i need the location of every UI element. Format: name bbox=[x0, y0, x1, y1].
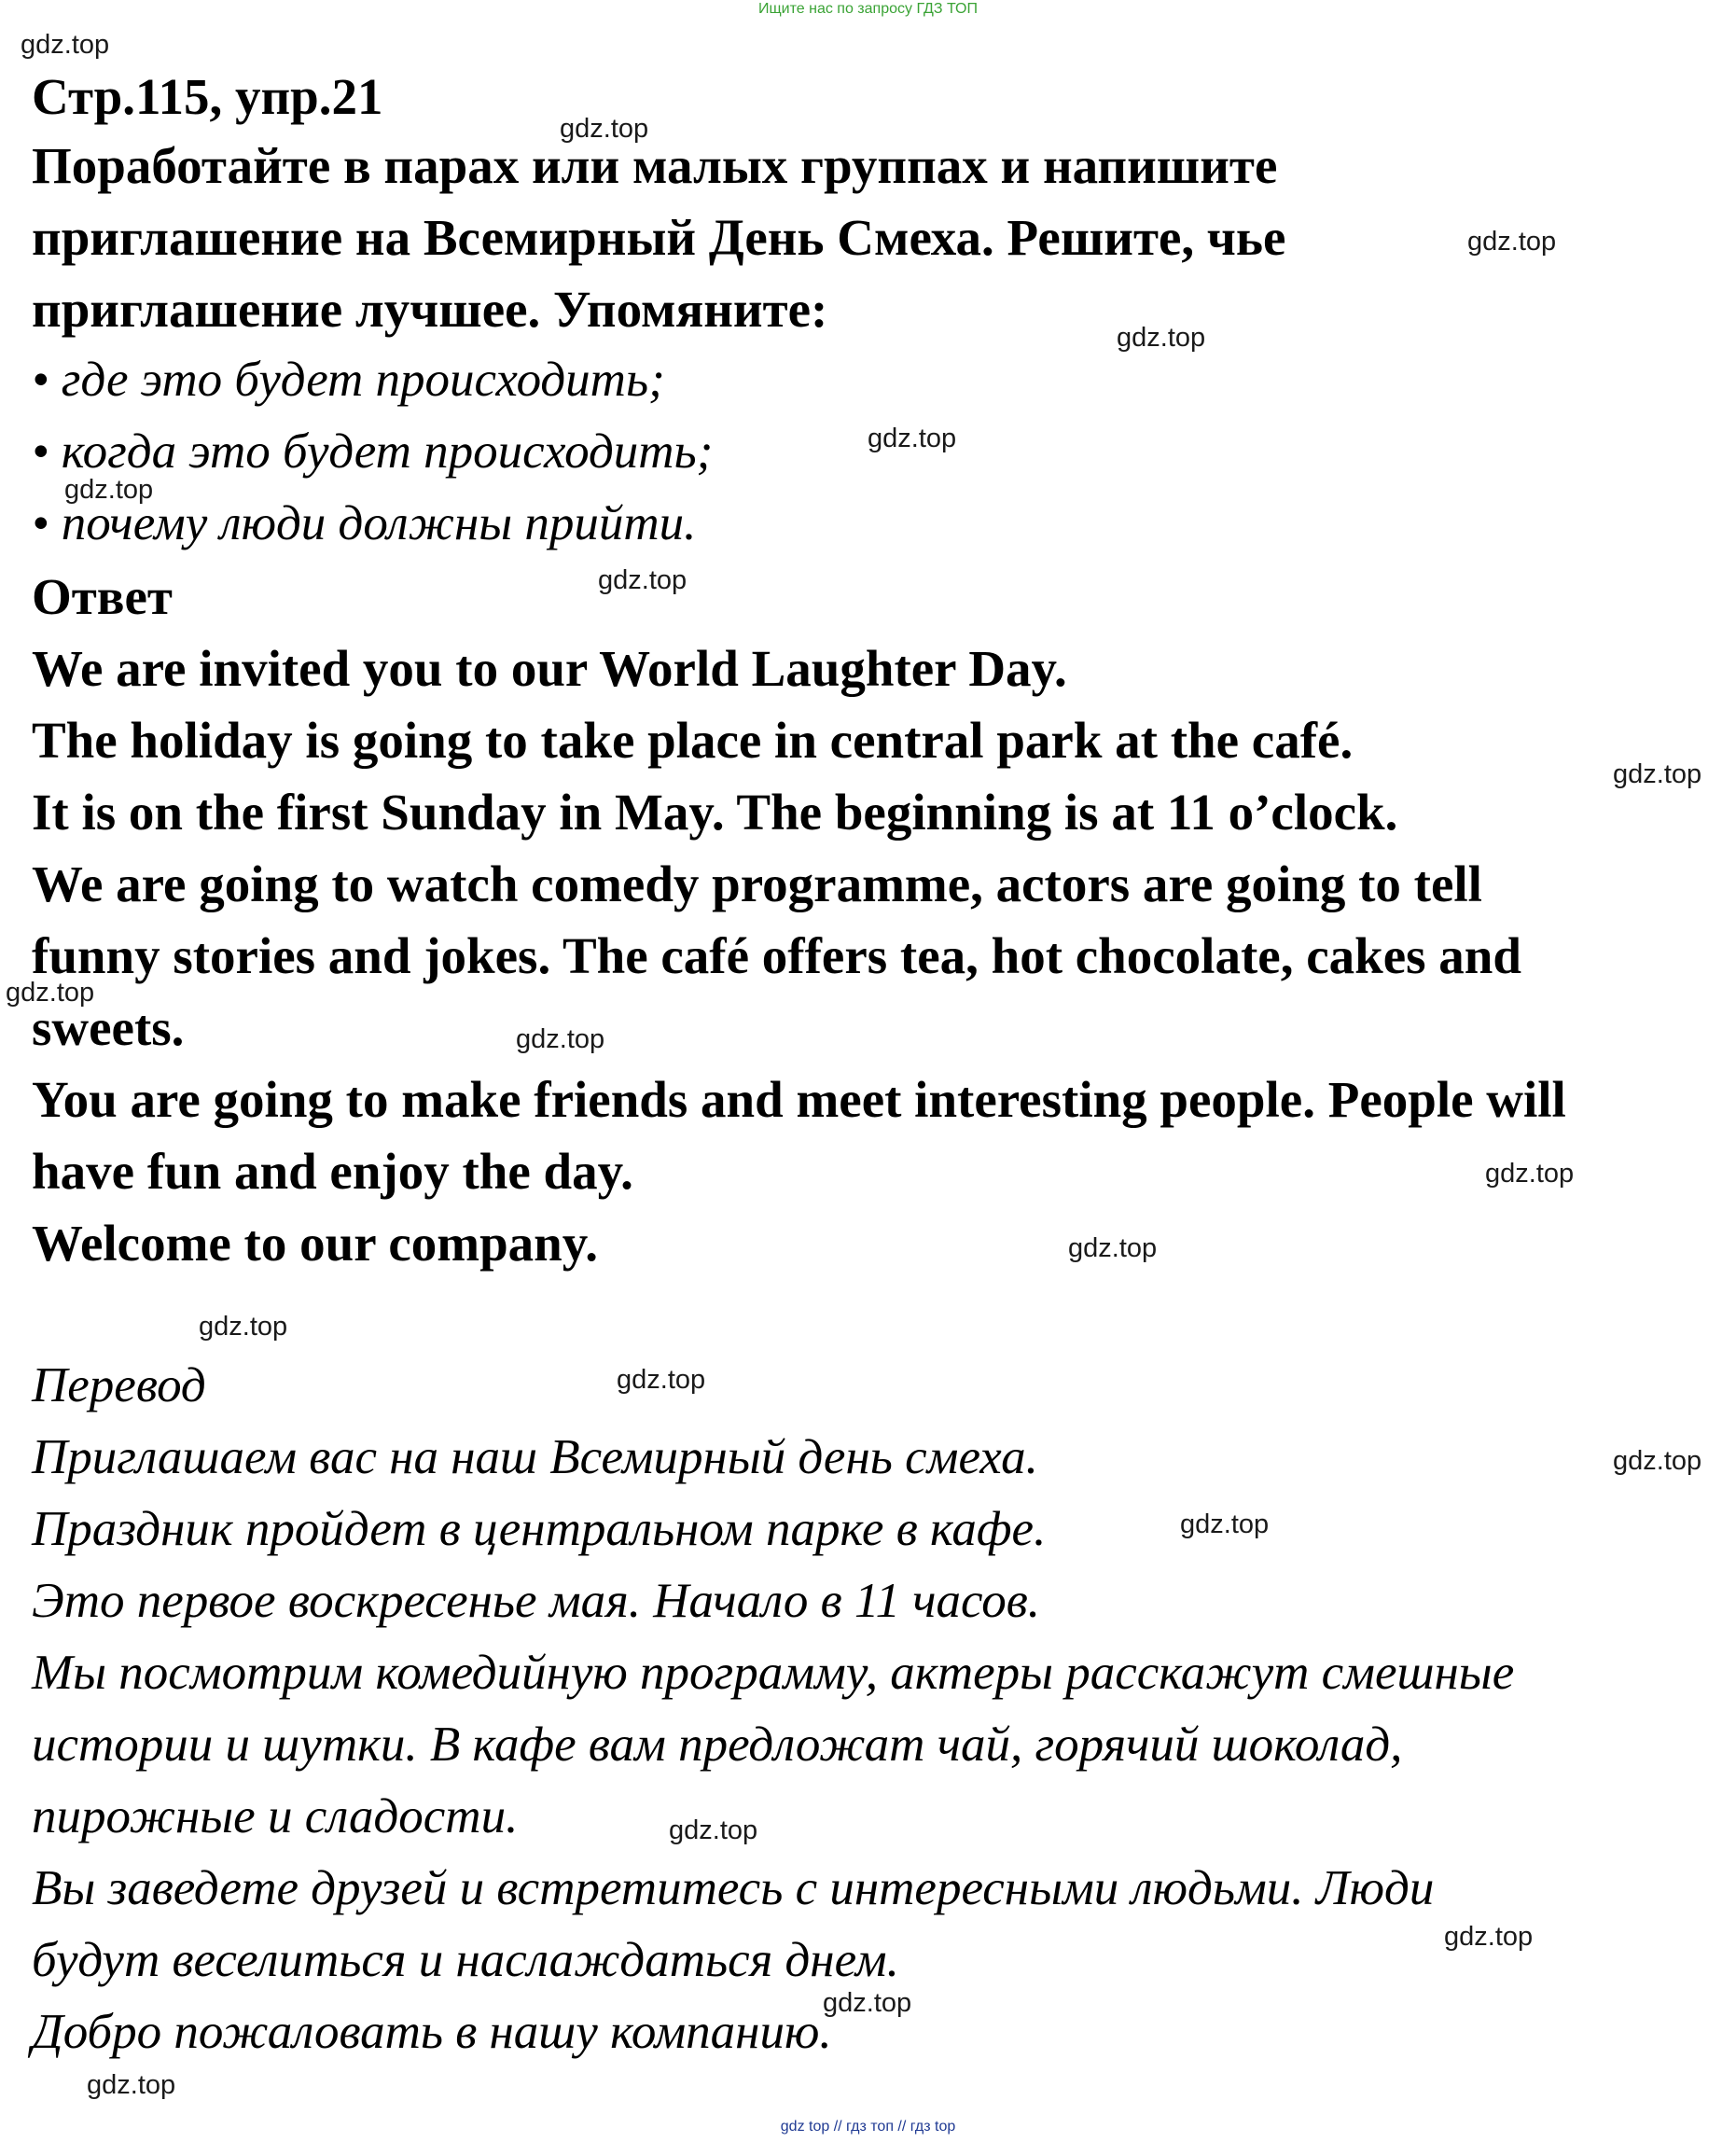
page-heading: Стр.115, упр.21 bbox=[32, 68, 383, 125]
answer-line: sweets. bbox=[32, 999, 185, 1056]
watermark: gdz.top bbox=[560, 114, 649, 144]
watermark: gdz.top bbox=[1444, 1922, 1534, 1952]
answer-line: Welcome to our company. bbox=[32, 1215, 598, 1272]
task-line: приглашение на Всемирный День Смеха. Решите, чье bbox=[32, 209, 1286, 266]
watermark: gdz.top bbox=[598, 565, 687, 595]
watermark: gdz.top bbox=[1467, 227, 1557, 257]
translation-label: Перевод bbox=[32, 1358, 206, 1412]
answer-line: The holiday is going to take place in central park at the café. bbox=[32, 712, 1354, 769]
bullet-item: • где это будет происходить; bbox=[32, 353, 665, 407]
watermark: gdz.top bbox=[6, 978, 95, 1008]
task-line: приглашение лучшее. Упомяните: bbox=[32, 281, 828, 338]
watermark: gdz.top bbox=[1068, 1233, 1158, 1263]
watermark: gdz.top bbox=[87, 2070, 176, 2100]
watermark: gdz.top bbox=[64, 475, 154, 505]
answer-line: We are invited you to our World Laughter Day. bbox=[32, 640, 1067, 697]
watermark: gdz.top bbox=[1613, 1446, 1702, 1476]
translation-line: Вы заведете друзей и встретитесь с интересными людьми. Люди bbox=[32, 1861, 1435, 1915]
watermark: gdz.top bbox=[669, 1815, 758, 1845]
task-line: Поработайте в парах или малых группах и напишите bbox=[32, 137, 1278, 194]
watermark: gdz.top bbox=[516, 1024, 605, 1054]
watermark: gdz.top bbox=[1485, 1159, 1575, 1189]
answer-line: You are going to make friends and meet interesting people. People will bbox=[32, 1071, 1566, 1128]
translation-line: будут веселиться и наслаждаться днем. bbox=[32, 1933, 899, 1987]
top-banner: Ищите нас по запросу ГДЗ ТОП bbox=[758, 1, 978, 17]
watermark: gdz.top bbox=[1613, 759, 1702, 789]
translation-line: пирожные и сладости. bbox=[32, 1789, 519, 1843]
translation-line: Это первое воскресенье мая. Начало в 11 часов. bbox=[32, 1574, 1040, 1628]
watermark: gdz.top bbox=[199, 1312, 288, 1342]
answer-line: have fun and enjoy the day. bbox=[32, 1143, 633, 1200]
watermark: gdz.top bbox=[617, 1365, 706, 1395]
answer-label: Ответ bbox=[32, 568, 173, 625]
translation-line: Приглашаем вас на наш Всемирный день смеха. bbox=[32, 1430, 1038, 1484]
watermark: gdz.top bbox=[1117, 323, 1206, 353]
answer-line: We are going to watch comedy programme, actors are going to tell bbox=[32, 855, 1482, 912]
watermark: gdz.top bbox=[1180, 1509, 1270, 1539]
watermark: gdz.top bbox=[823, 1988, 912, 2018]
translation-line: Праздник пройдет в центральном парке в кафе. bbox=[32, 1502, 1047, 1556]
translation-line: Мы посмотрим комедийную программу, актеры расскажут смешные bbox=[32, 1646, 1515, 1700]
answer-line: It is on the first Sunday in May. The beginning is at 11 o’clock. bbox=[32, 784, 1398, 841]
bullet-item: • почему люди должны прийти. bbox=[32, 496, 697, 550]
bottom-banner: gdz top // гдз топ // гдз top bbox=[780, 2119, 956, 2135]
translation-line: истории и шутки. В кафе вам предложат чай, горячий шоколад, bbox=[32, 1718, 1403, 1772]
watermark: gdz.top bbox=[868, 424, 957, 453]
watermark: gdz.top bbox=[21, 30, 110, 60]
bullet-item: • когда это будет происходить; bbox=[32, 424, 714, 479]
answer-line: funny stories and jokes. The café offers tea, hot chocolate, cakes and bbox=[32, 927, 1521, 984]
translation-line: Добро пожаловать в нашу компанию. bbox=[32, 2005, 832, 2059]
